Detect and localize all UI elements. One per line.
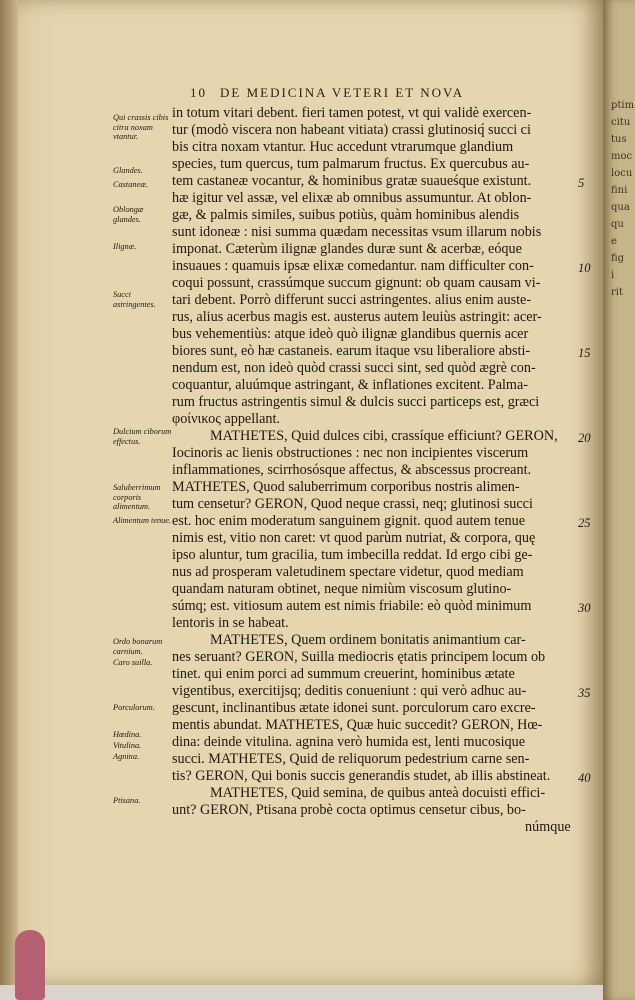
text-line: sunt idoneæ : nisi summa quædam necessitas vsum illarum nobis xyxy=(172,224,542,240)
margin-note: Dulcium ciborum effectus. xyxy=(113,427,172,446)
text-line: mentis abundat. MATHETES, Quæ huic succedit? GERON, Hœ- xyxy=(172,717,543,733)
margin-note: Ordo bonarum carnium. xyxy=(113,637,163,656)
margin-note: Porculorum. xyxy=(113,703,155,712)
margin-note: Vitulina. xyxy=(113,741,142,750)
text-line: súmq; est. vitiosum autem est nimis friabile: eò quòd minimum xyxy=(172,598,532,614)
text-line: gescunt, inclinantibus ætate idonei sunt. porculorum caro excre- xyxy=(172,700,536,716)
text-line: bis citra noxam vtantur. Huc accedunt vtrarumque glandium xyxy=(172,139,514,155)
facing-fragment: tus xyxy=(611,134,627,145)
text-line: Iocinoris ac lienis obstructiones : nec non incipientes viscerum xyxy=(172,445,529,461)
text-line: species, tum quercus, tum palmarum fructus. Ex quercubus au- xyxy=(172,156,530,172)
facing-fragment: fig xyxy=(611,253,625,264)
margin-note: Alimentum tenue. xyxy=(113,516,172,525)
facing-fragment: qu xyxy=(611,219,624,230)
facing-fragment: e xyxy=(611,236,617,247)
text-line: vigentibus, exercitijsq; deditis conueniunt : qui verò adhuc au- xyxy=(172,683,527,699)
text-line: MATHETES, Quid dulces cibi, crassíque efficiunt? GERON, xyxy=(210,428,558,444)
text-line: ipso aluntur, tum gracilia, tum imbecilla reddat. Id ergo cibi ge- xyxy=(172,547,533,563)
page-number: 10 xyxy=(190,85,207,100)
catchword: númque xyxy=(525,819,571,835)
text-line: est. hoc enim moderatum sanguinem gignit. quod autem tenue xyxy=(172,513,526,529)
text-line: imponat. Cæterùm ilignæ glandes duræ sunt & acerbæ, eóque xyxy=(172,241,522,257)
facing-fragment: rit xyxy=(611,287,623,298)
facing-fragment: fini xyxy=(611,185,628,196)
text-line: nendum est, non ideò quòd crassi succi sint, sed quòd ægrè con- xyxy=(172,360,536,376)
text-line: MATHETES, Quem ordinem bonitatis animantium car- xyxy=(210,632,526,648)
text-line: inflammationes, scirrhosósque affectus, & abscessus procreant. xyxy=(172,462,532,478)
text-line: tari debent. Porrò differunt succi astringentes. alius enim auste- xyxy=(172,292,532,308)
facing-fragment: moc xyxy=(611,151,633,162)
line-number: 35 xyxy=(578,686,591,700)
text-line: rum fructus astringentis simul & dulcis succi particeps est, græci xyxy=(172,394,540,410)
text-line: tum censetur? GERON, Quod neque crassi, neq; glutinosi succi xyxy=(172,496,533,512)
margin-note: Agnina. xyxy=(113,752,140,761)
text-line: tur (modò viscera non habeant vitiata) crassi glutinosiq́ succi ci xyxy=(172,122,531,138)
line-number: 20 xyxy=(578,431,591,445)
text-line: quandam naturam obtinet, neque nimiùm viscosum glutino- xyxy=(172,581,512,597)
running-title: DE MEDICINA VETERI ET NOVA xyxy=(220,85,465,100)
line-number: 10 xyxy=(578,261,591,275)
text-line: nus ad prosperam valetudinem spectare videtur, quod mediam xyxy=(172,564,524,580)
text-line: tis? GERON, Qui bonis succis generandis studet, ab illis abstineat. xyxy=(172,768,551,784)
margin-note: Qui crassis cibis citra noxam vtantur. xyxy=(113,113,169,141)
margin-note: Glandes. xyxy=(113,166,143,175)
text-line: coqui possunt, crassúmque succum gignunt: ob quam causam vi- xyxy=(172,275,541,291)
line-number: 30 xyxy=(578,601,591,615)
text-line: tem castaneæ vocantur, & hominibus gratæ suaueśque existunt. xyxy=(172,173,532,189)
margin-note: Succi astringentes. xyxy=(113,290,156,309)
text-line: lentoris in se habeat. xyxy=(172,615,289,631)
text-line: hæ igitur vel assæ, vel elixæ ab omnibus assumuntur. At oblon- xyxy=(172,190,532,206)
line-number: 25 xyxy=(578,516,591,530)
line-number: 15 xyxy=(578,346,591,360)
text-line: rus, alius acerbus magis est. austerus autem leuiùs astringit: acer- xyxy=(172,309,542,325)
facing-fragment: i xyxy=(611,270,615,281)
line-number: 40 xyxy=(578,771,591,785)
text-line: nes seruant? GERON, Suilla mediocris ętatis principem locum ob xyxy=(172,649,546,665)
text-line: insuaues : quamuis ipsæ elixæ comedantur. nam difficulter con- xyxy=(172,258,534,274)
margin-note: Caro suilla. xyxy=(113,658,153,667)
text-line: gæ, & palmis similes, suibus potiùs, quàm hominibus alendis xyxy=(172,207,520,223)
page-gutter-shadow xyxy=(0,0,18,985)
text-line: φοίνικος appellant. xyxy=(172,411,280,427)
text-line: bus vehementiùs: atque ideò quò ilignæ glandibus quernis acer xyxy=(172,326,529,342)
text-line: biores sunt, eò hæ castaneis. earum itaque vsu liberaliore absti- xyxy=(172,343,531,359)
text-line: unt? GERON, Ptisana probè cocta optimus censetur cibus, bo- xyxy=(172,802,526,818)
margin-note: Saluberrimum corporis alimentum. xyxy=(113,483,161,511)
text-line: in totum vitari debent. fieri tamen potest, vt qui validè exercen- xyxy=(172,105,532,121)
margin-note: Hœdina. xyxy=(113,730,142,739)
facing-page-edge xyxy=(603,0,635,1000)
text-line: succi. MATHETES, Quid de reliquorum pedestrium carne sen- xyxy=(172,751,530,767)
text-line: dina: deinde vitulina. agnina verò humida est, lenti mucosique xyxy=(172,734,526,750)
text-line: nimis est, vitio non caret: vt quod parùm nutriat, & corpora, quę xyxy=(172,530,536,546)
margin-note: Oblongæ glandes. xyxy=(113,205,144,224)
text-line: MATHETES, Quod saluberrimum corporibus nostris alimen- xyxy=(172,479,520,495)
text-line: coquantur, aluúmque astringant, & inflationes excitent. Palma- xyxy=(172,377,528,393)
line-number: 5 xyxy=(578,176,585,190)
facing-fragment: qua xyxy=(611,202,630,213)
text-line: MATHETES, Quid semina, de quibus anteà docuisti effici- xyxy=(210,785,546,801)
text-line: tinet. qui enim porci ad summum creuerint, hominibus ætate xyxy=(172,666,515,682)
facing-fragment: citu xyxy=(611,117,631,128)
facing-fragment: locu xyxy=(611,168,633,179)
facing-fragment: ptim xyxy=(611,100,635,111)
margin-note: Ilignæ. xyxy=(113,242,137,251)
margin-note: Castaneæ. xyxy=(113,180,148,189)
margin-note: Ptisana. xyxy=(113,796,141,805)
finger xyxy=(15,930,45,1000)
